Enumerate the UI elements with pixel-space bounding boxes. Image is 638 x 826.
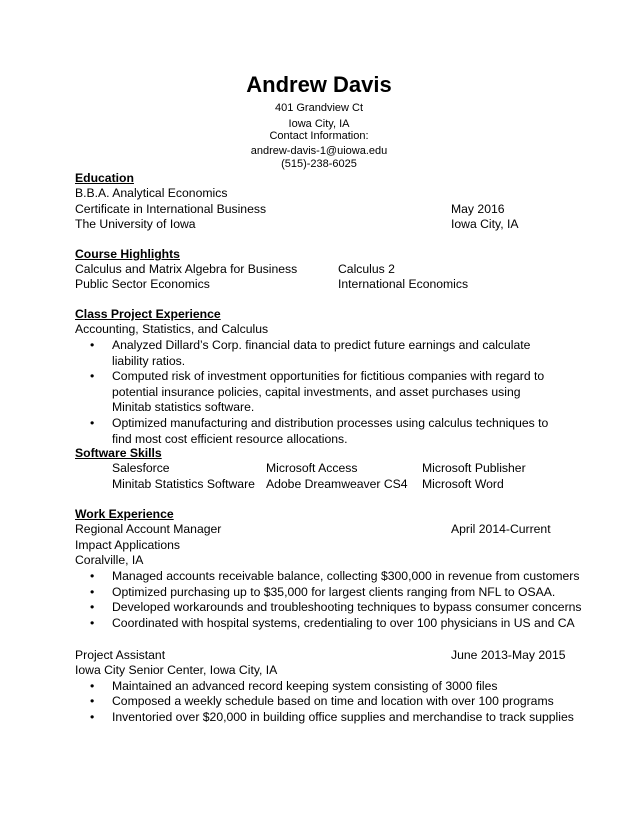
job-company: Impact Applications [75, 538, 181, 552]
class-project-bullet: Computed risk of investment opportunities for fictitious companies with regard to potential insurance policies, capital investments, and asset purchases using Minitab statistics software. [112, 369, 545, 414]
course-item: Public Sector Economics [75, 277, 210, 291]
software-heading: Software Skills [75, 446, 162, 460]
bullet-icon: • [90, 679, 95, 693]
education-heading: Education [75, 171, 134, 185]
class-project-bullet: Analyzed Dillard’s Corp. financial data to predict future earnings and calculate liability ratios. [112, 338, 531, 368]
address-line-1: 401 Grandview Ct [274, 102, 364, 114]
job-title: Project Assistant [75, 648, 166, 662]
job-dates: April 2014-Current [451, 522, 551, 536]
software-item: Salesforce [112, 461, 170, 475]
software-item: Microsoft Publisher [422, 461, 526, 475]
education-degree: B.B.A. Analytical Economics [75, 186, 228, 200]
courses-heading: Course Highlights [75, 247, 180, 261]
education-date: May 2016 [451, 202, 505, 216]
job-title: Regional Account Manager [75, 522, 222, 536]
education-school: The University of Iowa [75, 217, 196, 231]
education-location: Iowa City, IA [451, 217, 519, 231]
contact-label: Contact Information: [269, 130, 369, 142]
job-dates: June 2013-May 2015 [451, 648, 566, 662]
email: andrew-davis-1@uiowa.edu [250, 145, 388, 157]
job-bullet: Optimized purchasing up to $35,000 for largest clients ranging from NFL to OSAA. [112, 585, 556, 599]
bullet-icon: • [90, 694, 95, 708]
bullet-icon: • [90, 338, 95, 352]
education-certificate: Certificate in International Business [75, 202, 267, 216]
bullet-icon: • [90, 585, 95, 599]
bullet-icon: • [90, 616, 95, 630]
class-projects-subtitle: Accounting, Statistics, and Calculus [75, 322, 269, 336]
job-bullet: Composed a weekly schedule based on time and location with over 100 programs [112, 694, 554, 708]
resume-name: Andrew Davis [246, 72, 392, 97]
course-item: International Economics [338, 277, 469, 291]
class-projects-heading: Class Project Experience [75, 307, 221, 321]
bullet-icon: • [90, 569, 95, 583]
software-item: Minitab Statistics Software [112, 477, 255, 491]
job-bullet: Developed workarounds and troubleshooting techniques to bypass consumer concerns [112, 600, 582, 614]
job-bullet: Maintained an advanced record keeping system consisting of 3000 files [112, 679, 498, 693]
address-line-2: Iowa City, IA [288, 118, 350, 130]
job-bullet: Coordinated with hospital systems, credentialing to over 100 physicians in US and CA [112, 616, 575, 630]
class-project-bullet: Optimized manufacturing and distribution processes using calculus techniques to find most cost efficient resource allocations. [112, 416, 549, 446]
phone: (515)-238-6025 [281, 158, 357, 170]
software-item: Adobe Dreamweaver CS4 [266, 477, 408, 491]
work-heading: Work Experience [75, 507, 174, 521]
job-bullet: Managed accounts receivable balance, collecting $300,000 in revenue from customers [112, 569, 580, 583]
job-location: Coralville, IA [75, 553, 144, 567]
job-company: Iowa City Senior Center, Iowa City, IA [75, 663, 278, 677]
job-bullet: Inventoried over $20,000 in building office supplies and merchandise to track supplies [112, 710, 574, 724]
software-item: Microsoft Access [266, 461, 358, 475]
course-item: Calculus 2 [338, 262, 395, 276]
bullet-icon: • [90, 710, 95, 724]
bullet-icon: • [90, 416, 95, 430]
course-item: Calculus and Matrix Algebra for Business [75, 262, 298, 276]
bullet-icon: • [90, 600, 95, 614]
software-item: Microsoft Word [422, 477, 504, 491]
bullet-icon: • [90, 369, 95, 383]
